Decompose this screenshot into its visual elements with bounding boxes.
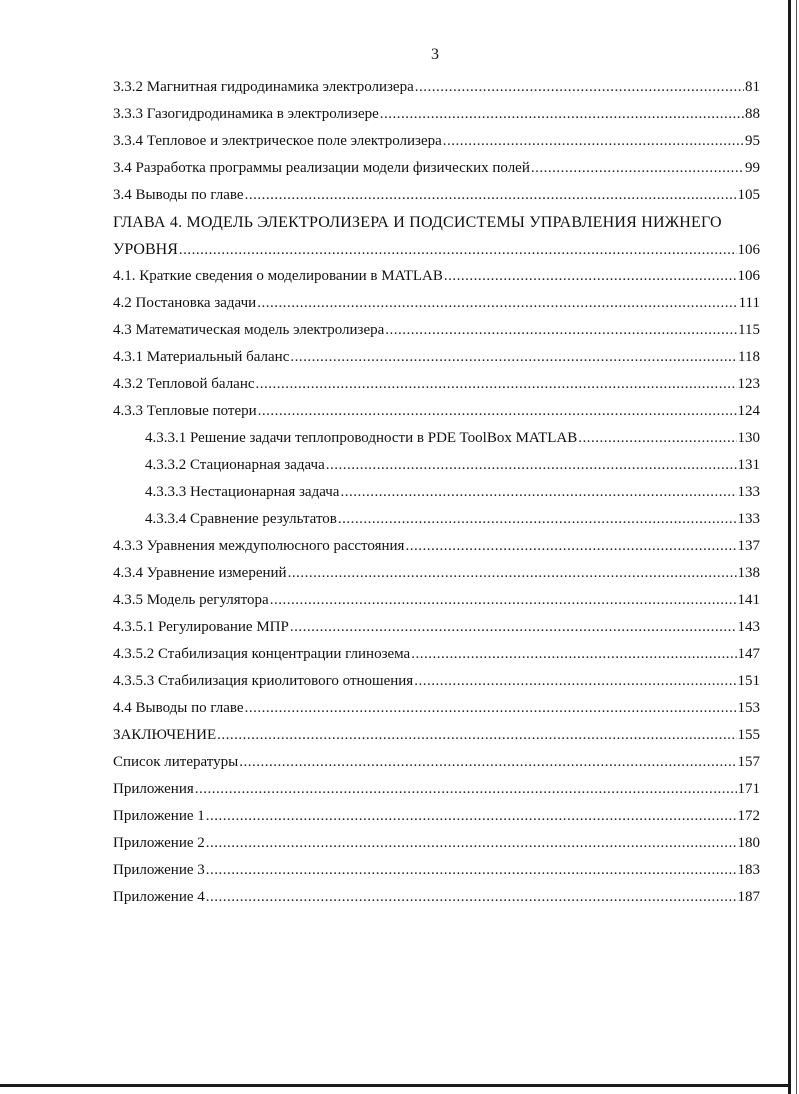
toc-entry bbox=[113, 452, 760, 479]
toc-entry-label: 4.3.5.3 Стабилизация криолитового отношения bbox=[113, 673, 414, 689]
toc-leader-dots bbox=[206, 857, 737, 884]
toc-entry-page: 95 bbox=[745, 133, 760, 149]
toc-leader-dots bbox=[415, 74, 744, 101]
toc-entry bbox=[113, 533, 760, 560]
toc-entry-page: 88 bbox=[745, 106, 760, 122]
toc-entry-label: 4.3.1 Материальный баланс bbox=[113, 349, 290, 365]
toc-leader-dots bbox=[385, 317, 737, 344]
toc-entry-label: Приложение 2 bbox=[113, 835, 205, 851]
toc-leader-dots bbox=[444, 263, 737, 290]
toc-entry-label: 3.3.2 Магнитная гидродинамика электролизера bbox=[113, 79, 414, 95]
toc-entry bbox=[113, 344, 760, 371]
toc-entry-label: 4.2 Постановка задачи bbox=[113, 295, 257, 311]
toc-entry-page: 171 bbox=[737, 781, 760, 797]
toc-entry bbox=[113, 560, 760, 587]
toc-entry-label: Приложение 3 bbox=[113, 862, 205, 878]
toc-entry-page: 153 bbox=[737, 700, 760, 716]
toc-leader-dots bbox=[206, 830, 737, 857]
toc-entry-label: 3.3.4 Тепловое и электрическое поле электролизера bbox=[113, 133, 442, 149]
toc-group-rest bbox=[113, 533, 760, 911]
toc-entry-page: 138 bbox=[737, 565, 760, 581]
toc-entry-page: 130 bbox=[737, 430, 760, 446]
table-of-contents bbox=[113, 74, 760, 911]
toc-leader-dots bbox=[270, 587, 737, 614]
toc-entry bbox=[113, 263, 760, 290]
toc-leader-dots bbox=[290, 344, 737, 371]
toc-entry-label: 4.3.3.3 Нестационарная задача bbox=[145, 484, 340, 500]
toc-leader-dots bbox=[531, 155, 744, 182]
toc-entry bbox=[113, 749, 760, 776]
toc-entry-page: 183 bbox=[737, 862, 760, 878]
toc-leader-dots bbox=[288, 560, 737, 587]
toc-entry-page: 106 bbox=[737, 268, 760, 284]
toc-entry-page: 137 bbox=[737, 538, 760, 554]
toc-entry-label: Приложение 4 bbox=[113, 889, 205, 905]
toc-entry bbox=[113, 128, 760, 155]
toc-entry-page: 123 bbox=[737, 376, 760, 392]
toc-entry bbox=[113, 695, 760, 722]
toc-entry-label: 3.4 Выводы по главе bbox=[113, 187, 244, 203]
toc-leader-dots bbox=[258, 398, 737, 425]
toc-leader-dots bbox=[239, 749, 736, 776]
toc-leader-dots bbox=[256, 371, 737, 398]
toc-entry bbox=[113, 74, 760, 101]
toc-leader-dots bbox=[195, 776, 737, 803]
toc-entry bbox=[113, 182, 760, 209]
toc-entry bbox=[113, 317, 760, 344]
toc-entry-page: 133 bbox=[737, 511, 760, 527]
toc-entry bbox=[113, 830, 760, 857]
toc-entry bbox=[113, 668, 760, 695]
toc-entry-label: ЗАКЛЮЧЕНИЕ bbox=[113, 727, 217, 743]
toc-leader-dots bbox=[405, 533, 736, 560]
toc-leader-dots bbox=[257, 290, 737, 317]
toc-entry-label: Приложение 1 bbox=[113, 808, 205, 824]
toc-entry bbox=[113, 479, 760, 506]
toc-entry-page: 81 bbox=[745, 79, 760, 95]
toc-leader-dots bbox=[290, 614, 737, 641]
toc-entry-label: 4.3.3 Уравнения междуполюсного расстояния bbox=[113, 538, 405, 554]
toc-entry-label: 4.3 Математическая модель электролизера bbox=[113, 322, 385, 338]
toc-entry-page: 151 bbox=[737, 673, 760, 689]
toc-entry-label: 4.3.3.1 Решение задачи теплопроводности в PDE ToolBox MATLAB bbox=[145, 430, 578, 446]
toc-entry-page: 141 bbox=[737, 592, 760, 608]
toc-entry-page: 111 bbox=[738, 295, 760, 311]
toc-leader-dots bbox=[179, 237, 737, 264]
toc-leader-dots bbox=[217, 722, 736, 749]
toc-entry-label: Приложения bbox=[113, 781, 194, 797]
toc-entry bbox=[113, 722, 760, 749]
toc-entry-label: 4.1. Краткие сведения о моделировании в MATLAB bbox=[113, 268, 443, 284]
toc-entry-page: 105 bbox=[737, 187, 760, 203]
toc-entry-page: 99 bbox=[745, 160, 760, 176]
toc-entry-page: 131 bbox=[737, 457, 760, 473]
toc-entry-label: УРОВНЯ bbox=[113, 241, 178, 258]
toc-entry-label: 4.3.5 Модель регулятора bbox=[113, 592, 269, 608]
toc-entry-label: 4.3.5.2 Стабилизация концентрации глинозема bbox=[113, 646, 411, 662]
toc-leader-dots bbox=[245, 182, 737, 209]
toc-entry bbox=[113, 641, 760, 668]
toc-group-section-4-3-3 bbox=[113, 425, 760, 533]
toc-leader-dots bbox=[326, 452, 737, 479]
toc-entry-page: 187 bbox=[737, 889, 760, 905]
toc-entry bbox=[113, 803, 760, 830]
toc-leader-dots bbox=[245, 695, 737, 722]
toc-entry-page: 118 bbox=[738, 349, 760, 365]
chapter-4-heading-line2 bbox=[113, 236, 760, 263]
chapter-4-heading-line1: ГЛАВА 4. МОДЕЛЬ ЭЛЕКТРОЛИЗЕРА И ПОДСИСТЕМЫ УПРАВЛЕНИЯ НИЖНЕГО bbox=[113, 214, 722, 231]
toc-entry-label: 4.3.2 Тепловой баланс bbox=[113, 376, 255, 392]
toc-entry bbox=[113, 155, 760, 182]
toc-entry-page: 133 bbox=[737, 484, 760, 500]
toc-entry-label: 4.3.4 Уравнение измерений bbox=[113, 565, 287, 581]
toc-entry-page: 180 bbox=[737, 835, 760, 851]
toc-entry-label: 4.3.3.2 Стационарная задача bbox=[145, 457, 325, 473]
toc-entry-label: 4.3.3.4 Сравнение результатов bbox=[145, 511, 337, 527]
toc-entry-label: 3.4 Разработка программы реализации модели физических полей bbox=[113, 160, 530, 176]
toc-entry-label: 4.4 Выводы по главе bbox=[113, 700, 244, 716]
toc-entry-page: 124 bbox=[737, 403, 760, 419]
toc-entry-page: 115 bbox=[738, 322, 760, 338]
toc-entry bbox=[113, 398, 760, 425]
toc-leader-dots bbox=[340, 479, 736, 506]
toc-entry-page: 172 bbox=[737, 808, 760, 824]
scan-border-right bbox=[788, 0, 791, 1094]
toc-entry bbox=[113, 884, 760, 911]
toc-entry-page: 155 bbox=[737, 727, 760, 743]
toc-group-section-4 bbox=[113, 263, 760, 425]
toc-entry bbox=[113, 101, 760, 128]
toc-leader-dots bbox=[443, 128, 744, 155]
scan-border-right-outer bbox=[796, 0, 797, 1094]
toc-entry bbox=[113, 776, 760, 803]
toc-leader-dots bbox=[414, 668, 736, 695]
toc-leader-dots bbox=[338, 506, 737, 533]
toc-entry bbox=[113, 425, 760, 452]
toc-leader-dots bbox=[411, 641, 736, 668]
toc-entry-page: 147 bbox=[737, 646, 760, 662]
toc-leader-dots bbox=[206, 884, 737, 911]
toc-entry bbox=[113, 614, 760, 641]
toc-entry-label: 4.3.5.1 Регулирование МПР bbox=[113, 619, 289, 635]
page-number: 3 bbox=[431, 46, 439, 63]
toc-entry-page: 157 bbox=[737, 754, 760, 770]
toc-leader-dots bbox=[578, 425, 736, 452]
toc-entry-label: 3.3.3 Газогидродинамика в электролизере bbox=[113, 106, 379, 122]
toc-group-section-3 bbox=[113, 74, 760, 209]
toc-entry-page: 106 bbox=[737, 242, 760, 258]
toc-leader-dots bbox=[380, 101, 744, 128]
toc-entry-page: 143 bbox=[737, 619, 760, 635]
toc-entry bbox=[113, 587, 760, 614]
toc-entry bbox=[113, 371, 760, 398]
scan-border-bottom bbox=[0, 1084, 791, 1087]
toc-entry bbox=[113, 857, 760, 884]
toc-entry bbox=[113, 506, 760, 533]
toc-entry bbox=[113, 290, 760, 317]
toc-leader-dots bbox=[206, 803, 737, 830]
toc-entry-label: 4.3.3 Тепловые потери bbox=[113, 403, 257, 419]
toc-entry-label: Список литературы bbox=[113, 754, 239, 770]
